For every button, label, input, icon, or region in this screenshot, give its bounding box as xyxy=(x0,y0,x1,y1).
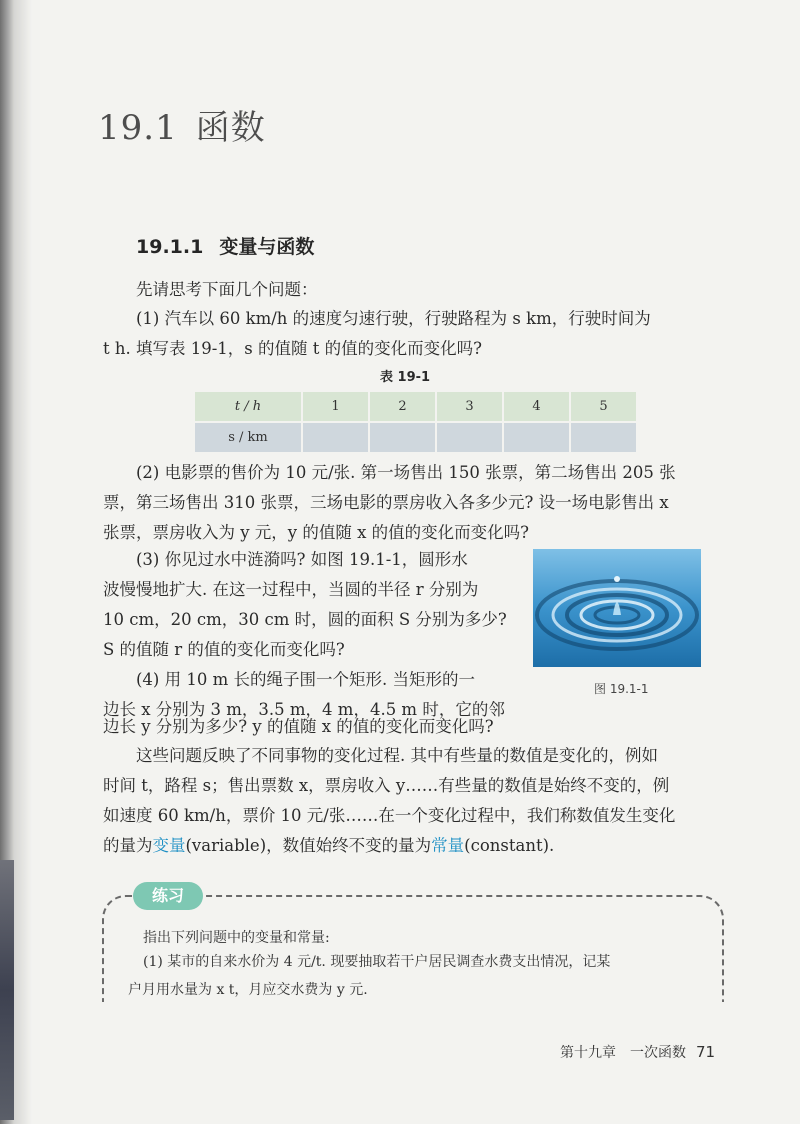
figure-caption: 图 19.1-1 xyxy=(594,682,649,696)
table-row xyxy=(194,391,637,422)
question-4-line: (4) 用 10 m 长的绳子围一个矩形. 当矩形的一 xyxy=(136,670,475,689)
question-4-line: 边长 x 分别为 3 m，3.5 m，4 m，4.5 m 时，它的邻 xyxy=(103,700,505,719)
question-2-line: (2) 电影票的售价为 10 元/张. 第一场售出 150 张票，第二场售出 205 张 xyxy=(136,463,676,482)
table-cell-empty xyxy=(302,422,369,453)
question-3-line: 波慢慢地扩大. 在这一过程中，当圆的半径 r 分别为 xyxy=(103,580,479,599)
keyword-variable: 变量 xyxy=(152,836,186,855)
question-3-line: 10 cm，20 cm，30 cm 时，圆的面积 S 分别为多少? xyxy=(103,610,507,629)
table-cell: 3 xyxy=(436,391,503,422)
table-cell-empty xyxy=(570,422,637,453)
exercise-prompt: 指出下列问题中的变量和常量: xyxy=(143,930,330,946)
table-cell: 1 xyxy=(302,391,369,422)
summary-text: (constant). xyxy=(464,836,555,855)
section-heading xyxy=(98,100,266,149)
summary-paragraph xyxy=(103,741,723,861)
question-1 xyxy=(103,304,723,364)
question-3-line: (3) 你见过水中涟漪吗? 如图 19.1-1，圆形水 xyxy=(136,550,468,569)
keyword-constant: 常量 xyxy=(431,836,465,855)
question-2 xyxy=(103,458,723,548)
question-2-line: 张票，票房收入为 y 元，y 的值随 x 的值的变化而变化吗? xyxy=(103,523,530,542)
page-footer xyxy=(560,1042,715,1062)
question-2-line: 票，第三场售出 310 张票，三场电影的票房收入各多少元? 设一场电影售出 x xyxy=(103,493,669,512)
table-cell: 5 xyxy=(570,391,637,422)
question-4-end xyxy=(103,712,543,742)
exercise-tag: 练习 xyxy=(133,882,203,910)
question-3-and-4 xyxy=(103,545,533,725)
exercise-item-1 xyxy=(128,948,713,1004)
section-title: 函数 xyxy=(195,108,266,148)
chapter-label: 第十九章 一次函数 xyxy=(560,1045,686,1061)
page-number: 71 xyxy=(696,1043,716,1061)
intro-text: 先请思考下面几个问题： xyxy=(136,280,318,299)
question-3-line: S 的值随 r 的值的变化而变化吗? xyxy=(103,640,345,659)
table-row-header: t / h xyxy=(194,391,302,422)
table-cell-empty xyxy=(436,422,503,453)
data-table xyxy=(193,390,638,454)
table-row xyxy=(194,422,637,453)
question-4-line: 边长 y 分别为多少? y 的值随 x 的值的变化而变化吗? xyxy=(103,717,494,736)
table-cell-empty xyxy=(503,422,570,453)
summary-line: 如速度 60 km/h，票价 10 元/张……在一个变化过程中，我们称数值发生变化 xyxy=(103,806,676,825)
water-ripple-image xyxy=(533,549,701,667)
table-row-header: s / km xyxy=(194,422,302,453)
summary-line: 时间 t，路程 s；售出票数 x，票房收入 y……有些量的数值是始终不变的，例 xyxy=(103,776,670,795)
table-cell-empty xyxy=(369,422,436,453)
question-1-line: t h. 填写表 19-1，s 的值随 t 的值的变化而变化吗? xyxy=(103,339,482,358)
book-spine-dark-band xyxy=(0,860,14,1120)
table-cell: 4 xyxy=(503,391,570,422)
section-number: 19.1 xyxy=(98,108,178,148)
page-gutter-shadow xyxy=(14,0,32,1124)
summary-text: 的量为 xyxy=(103,836,153,855)
question-1-line: (1) 汽车以 60 km/h 的速度匀速行驶，行驶路程为 s km，行驶时间为 xyxy=(136,309,651,328)
summary-line xyxy=(103,831,723,861)
subsection-title: 变量与函数 xyxy=(219,236,315,258)
subsection-number: 19.1.1 xyxy=(136,236,204,258)
exercise-item-line: 户月用水量为 x t，月应交水费为 y 元. xyxy=(128,982,368,998)
summary-text: (variable)，数值始终不变的量为 xyxy=(185,836,432,855)
table-cell: 2 xyxy=(369,391,436,422)
subsection-heading xyxy=(136,232,314,259)
table-caption: 表 19-1 xyxy=(380,370,431,385)
summary-line: 这些问题反映了不同事物的变化过程. 其中有些量的数值是变化的，例如 xyxy=(136,746,658,765)
exercise-item-line: (1) 某市的自来水价为 4 元/t. 现要抽取若干户居民调查水费支出情况，记某 xyxy=(143,954,611,970)
